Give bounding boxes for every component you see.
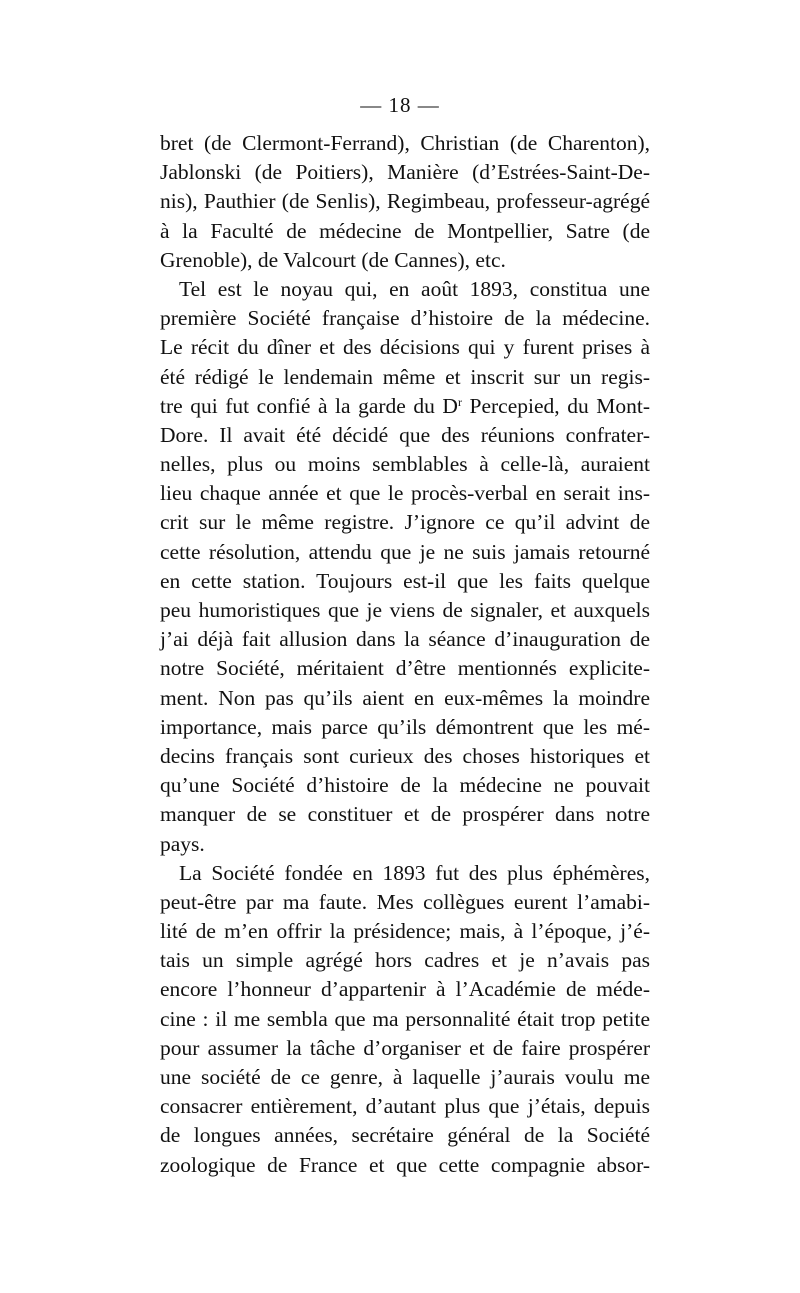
text-line: pays.	[160, 831, 205, 856]
text-line: encore l’honneur d’appartenir à l’Académie de méde-	[160, 977, 650, 1002]
text-line: zoologique de France et que cette compagnie absor-	[160, 1152, 650, 1177]
text-line: Jablonski (de Poitiers), Manière (d’Estrées-Saint-De-	[160, 160, 650, 185]
text-line: nis), Pauthier (de Senlis), Regimbeau, professeur-agrégé	[160, 189, 650, 214]
text-line: lité de m’en offrir la présidence; mais, à l’époque, j’é-	[160, 919, 650, 944]
text-line: tre qui fut confié à la garde du $D^r$ Percepied, du Mont-	[160, 393, 650, 418]
text-line: peu humoristiques que je viens de signaler, et auxquels	[160, 598, 650, 622]
text-line: nelles, plus ou moins semblables à celle-là, auraient	[160, 452, 650, 477]
text-line: peut-être par ma faute. Mes collègues eurent l’amabi-	[160, 889, 650, 914]
text-line: lieu chaque année et que le procès-verbal en serait ins-	[160, 481, 650, 506]
text-line: tais un simple agrégé hors cadres et je n’avais pas	[160, 948, 650, 973]
text-line: Grenoble), de Valcourt (de Cannes), etc.	[160, 247, 506, 272]
text-line: été rédigé le lendemain même et inscrit sur un regis-	[160, 364, 650, 389]
superscript-r: r	[457, 394, 462, 409]
text-line: decins français sont curieux des choses historiques et	[160, 743, 650, 768]
text-line: Dore. Il avait été décidé que des réunions confrater-	[160, 422, 650, 447]
text-line: une société de ce genre, à laquelle j’aurais voulu me	[160, 1065, 650, 1089]
text-line: à la Faculté de médecine de Montpellier, Satre (de	[160, 218, 650, 243]
paragraph-start-line: Tel est le noyau qui, en août 1893, constitua une	[179, 276, 650, 301]
text-line: notre Société, méritaient d’être mentionnés explicite-	[160, 656, 650, 681]
text-line: cine : il me sembla que ma personnalité était trop petite	[160, 1006, 650, 1031]
text-line: qu’une Société d’histoire de la médecine ne pouvait	[160, 773, 650, 798]
page-number: — 18 —	[360, 93, 440, 117]
text-line: manquer de se constituer et de prospérer dans notre	[160, 802, 650, 827]
text-line: ment. Non pas qu’ils aient en eux-mêmes la moindre	[160, 685, 650, 710]
text-line: crit sur le même registre. J’ignore ce qu’il advint de	[160, 510, 650, 535]
text-line: en cette station. Toujours est-il que les faits quelque	[160, 568, 650, 593]
paragraph-start-line: La Société fondée en 1893 fut des plus éphémères,	[179, 860, 650, 885]
text-line: cette résolution, attendu que je ne suis jamais retourné	[160, 539, 650, 564]
text-line: consacrer entièrement, d’autant plus que j’étais, depuis	[160, 1094, 650, 1119]
text-line: de longues années, secrétaire général de la Société	[160, 1123, 650, 1148]
text-line: pour assumer la tâche d’organiser et de faire prospérer	[160, 1035, 650, 1060]
text-line: importance, mais parce qu’ils démontrent que les mé-	[160, 714, 650, 739]
text-line: Le récit du dîner et des décisions qui y furent prises à	[160, 335, 650, 360]
text-line: première Société française d’histoire de la médecine.	[160, 306, 650, 331]
body-text	[160, 129, 650, 1180]
text-line: j’ai déjà fait allusion dans la séance d’inauguration de	[160, 627, 650, 652]
text-line: bret (de Clermont-Ferrand), Christian (de Charenton),	[160, 131, 650, 155]
